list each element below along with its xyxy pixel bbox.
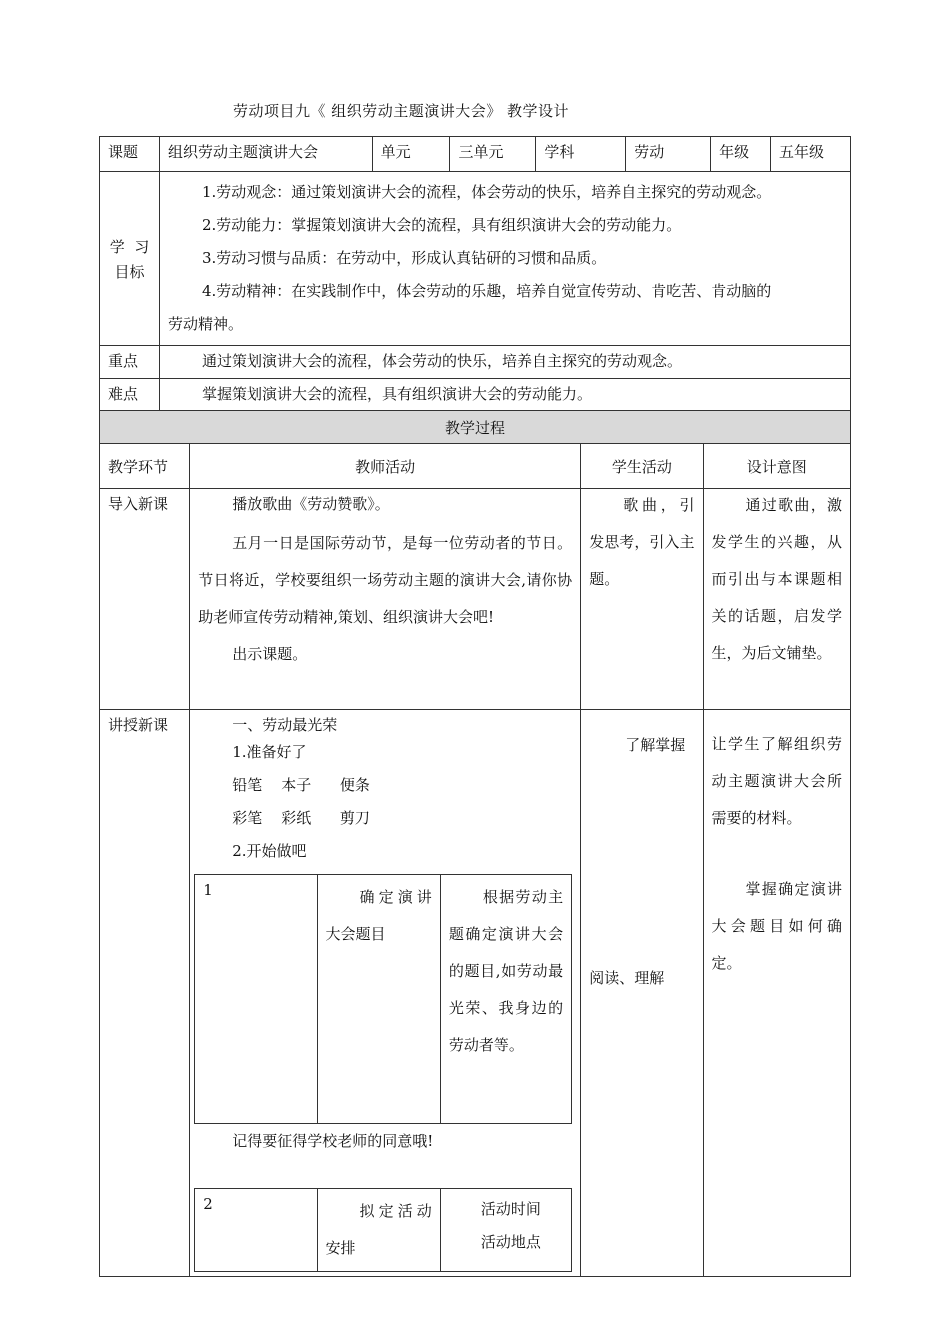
lesson-info-table — [99, 136, 851, 412]
lecture-student — [581, 710, 703, 1277]
goals-label-line2: 目标 — [114, 262, 145, 281]
lecture-intent — [703, 710, 851, 1277]
intro-student-text: 歌曲，引发思考，引入主题。 — [589, 496, 695, 588]
step-1-number: 1 — [195, 875, 317, 1124]
unit-value: 三单元 — [450, 137, 536, 172]
goal-4b: 劳动精神。 — [167, 315, 243, 333]
goal-1: 1.劳动观念：通过策划演讲大会的流程，体会劳动的快乐，培养自主探究的劳动观念。 — [201, 183, 772, 201]
intro-teacher — [190, 489, 581, 710]
lecture-student-2: 阅读、理解 — [589, 969, 665, 987]
lecture-intent-2: 掌握确定演讲大会题目如何确定。 — [711, 880, 842, 972]
lecture-note: 记得要征得学校老师的同意哦! — [232, 1132, 434, 1150]
step-1-table — [194, 874, 572, 1124]
difficulty-label: 难点 — [100, 379, 160, 412]
unit-label: 单元 — [372, 137, 450, 172]
step-1-name: 确定演讲大会题目 — [317, 875, 440, 1124]
goal-2: 2.劳动能力：掌握策划演讲大会的流程，具有组织演讲大会的劳动能力。 — [201, 216, 682, 234]
goal-3: 3.劳动习惯与品质：在劳动中，形成认真钻研的习惯和品质。 — [201, 249, 607, 267]
col-student-header: 学生活动 — [581, 444, 703, 489]
lecture-line-1: 一、劳动最光荣 — [232, 716, 338, 734]
lecture-line-4: 彩笔 彩纸 剪刀 — [232, 809, 370, 827]
step-2-name: 拟定活动安排 — [317, 1189, 440, 1272]
lecture-stage: 讲授新课 — [100, 710, 190, 1277]
focus-text: 通过策划演讲大会的流程，体会劳动的快乐，培养自主探究的劳动观念。 — [159, 346, 850, 379]
step-2-table — [194, 1188, 572, 1272]
step-2-desc — [440, 1189, 571, 1272]
col-stage-header: 教学环节 — [100, 444, 190, 489]
intro-intent — [703, 489, 851, 710]
goals-label-line1: 学 习 — [109, 237, 150, 256]
subject-value: 劳动 — [626, 137, 711, 172]
subject-label: 学科 — [536, 137, 626, 172]
lecture-student-1: 了解掌握 — [625, 736, 686, 754]
focus-label: 重点 — [100, 346, 160, 379]
process-header-bar: 教学过程 — [100, 411, 851, 444]
step-2-desc-time: 活动时间 — [480, 1200, 541, 1218]
topic-value: 组织劳动主题演讲大会 — [159, 137, 372, 172]
col-intent-header: 设计意图 — [703, 444, 851, 489]
step-2-desc-place: 活动地点 — [480, 1233, 541, 1251]
lecture-teacher — [190, 710, 581, 1277]
intro-teacher-3: 出示课题。 — [232, 645, 308, 663]
teaching-process-table — [99, 410, 851, 1277]
lecture-line-3: 铅笔 本子 便条 — [232, 776, 370, 794]
lecture-line-5: 2.开始做吧 — [232, 842, 307, 860]
col-teacher-header: 教师活动 — [190, 444, 581, 489]
intro-student — [581, 489, 703, 710]
intro-teacher-1: 播放歌曲《劳动赞歌》。 — [232, 495, 390, 513]
topic-label: 课题 — [100, 137, 160, 172]
difficulty-text: 掌握策划演讲大会的流程，具有组织演讲大会的劳动能力。 — [159, 379, 850, 412]
intro-stage: 导入新课 — [100, 489, 190, 710]
step-2-number: 2 — [195, 1189, 317, 1272]
document-title: 劳动项目九《 组织劳动主题演讲大会》 教学设计 — [233, 102, 570, 120]
step-1-desc: 根据劳动主题确定演讲大会的题目,如劳动最光荣、我身边的劳动者等。 — [440, 875, 571, 1124]
grade-value: 五年级 — [771, 137, 851, 172]
intro-teacher-2: 五月一日是国际劳动节，是每一位劳动者的节日。节日将近，学校要组织一场劳动主题的演讲大会,请你协助老师宣传劳动精神,策划、组织演讲大会吧! — [198, 534, 573, 626]
intro-intent-text: 通过歌曲，激发学生的兴趣，从而引出与本课题相关的话题，启发学生，为后文铺垫。 — [711, 496, 842, 662]
lecture-line-2: 1.准备好了 — [232, 743, 307, 761]
goal-4a: 4.劳动精神：在实践制作中，体会劳动的乐趣，培养自觉宣传劳动、肯吃苦、肯动脑的 — [201, 282, 772, 300]
grade-label: 年级 — [711, 137, 771, 172]
goals-label — [100, 172, 160, 346]
goals-content — [159, 172, 850, 346]
lecture-intent-1: 让学生了解组织劳动主题演讲大会所需要的材料。 — [711, 735, 842, 827]
